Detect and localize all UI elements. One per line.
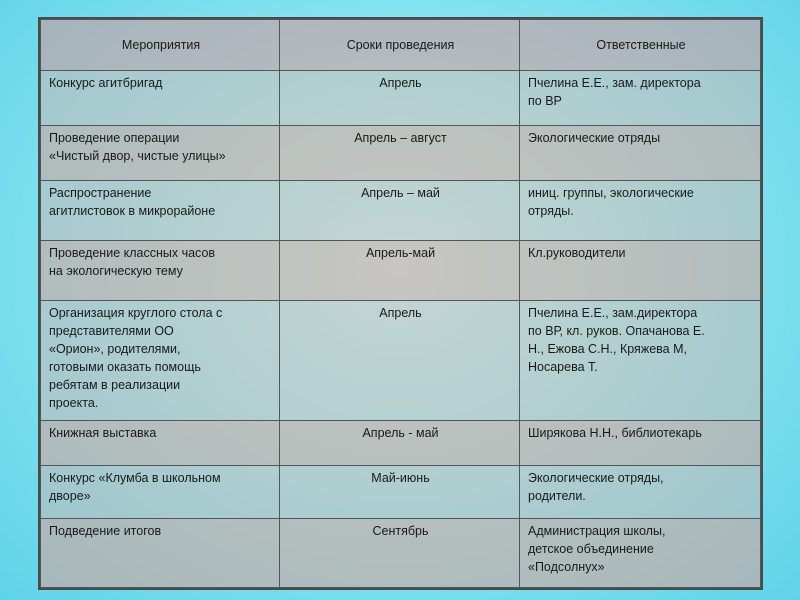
date-cell: Апрель – май: [280, 181, 520, 241]
event-cell: Распространение агитлистовок в микрорайоне: [41, 181, 280, 241]
table-row: [41, 71, 761, 126]
plan-table-container: [38, 17, 763, 590]
event-cell: Организация круглого стола с представителями ОО «Орион», родителями, готовыми оказать помощь ребятам в реализации проекта.: [41, 301, 280, 421]
date-cell: Сентябрь: [280, 519, 520, 588]
event-cell: Проведение классных часов на экологическую тему: [41, 241, 280, 301]
date-cell: Апрель - май: [280, 421, 520, 466]
event-cell: Книжная выставка: [41, 421, 280, 466]
table-row: [41, 241, 761, 301]
table-row: [41, 181, 761, 241]
event-cell: Подведение итогов: [41, 519, 280, 588]
responsible-cell: Ширякова Н.Н., библиотекарь: [520, 421, 761, 466]
responsible-cell: Администрация школы, детское объединение «Подсолнух»: [520, 519, 761, 588]
date-cell: Апрель: [280, 301, 520, 421]
responsible-cell: Экологические отряды: [520, 126, 761, 181]
table-row: [41, 519, 761, 588]
responsible-cell: Кл.руководители: [520, 241, 761, 301]
event-cell: Конкурс агитбригад: [41, 71, 280, 126]
date-cell: Апрель – август: [280, 126, 520, 181]
date-cell: Апрель-май: [280, 241, 520, 301]
table-row: [41, 466, 761, 519]
header-dates: Сроки проведения: [280, 20, 520, 71]
responsible-cell: Пчелина Е.Е., зам.директора по ВР, кл. руков. Опачанова Е. Н., Ежова С.Н., Кряжева М, Носарева Т.: [520, 301, 761, 421]
responsible-cell: Экологические отряды, родители.: [520, 466, 761, 519]
date-cell: Май-июнь: [280, 466, 520, 519]
table-row: [41, 126, 761, 181]
table-row: [41, 301, 761, 421]
event-cell: Проведение операции «Чистый двор, чистые улицы»: [41, 126, 280, 181]
events-plan-table: [40, 19, 761, 588]
table-row: [41, 421, 761, 466]
header-events: Мероприятия: [41, 20, 280, 71]
table-header-row: [41, 20, 761, 71]
header-responsible: Ответственные: [520, 20, 761, 71]
event-cell: Конкурс «Клумба в школьном дворе»: [41, 466, 280, 519]
responsible-cell: иниц. группы, экологические отряды.: [520, 181, 761, 241]
date-cell: Апрель: [280, 71, 520, 126]
responsible-cell: Пчелина Е.Е., зам. директора по ВР: [520, 71, 761, 126]
